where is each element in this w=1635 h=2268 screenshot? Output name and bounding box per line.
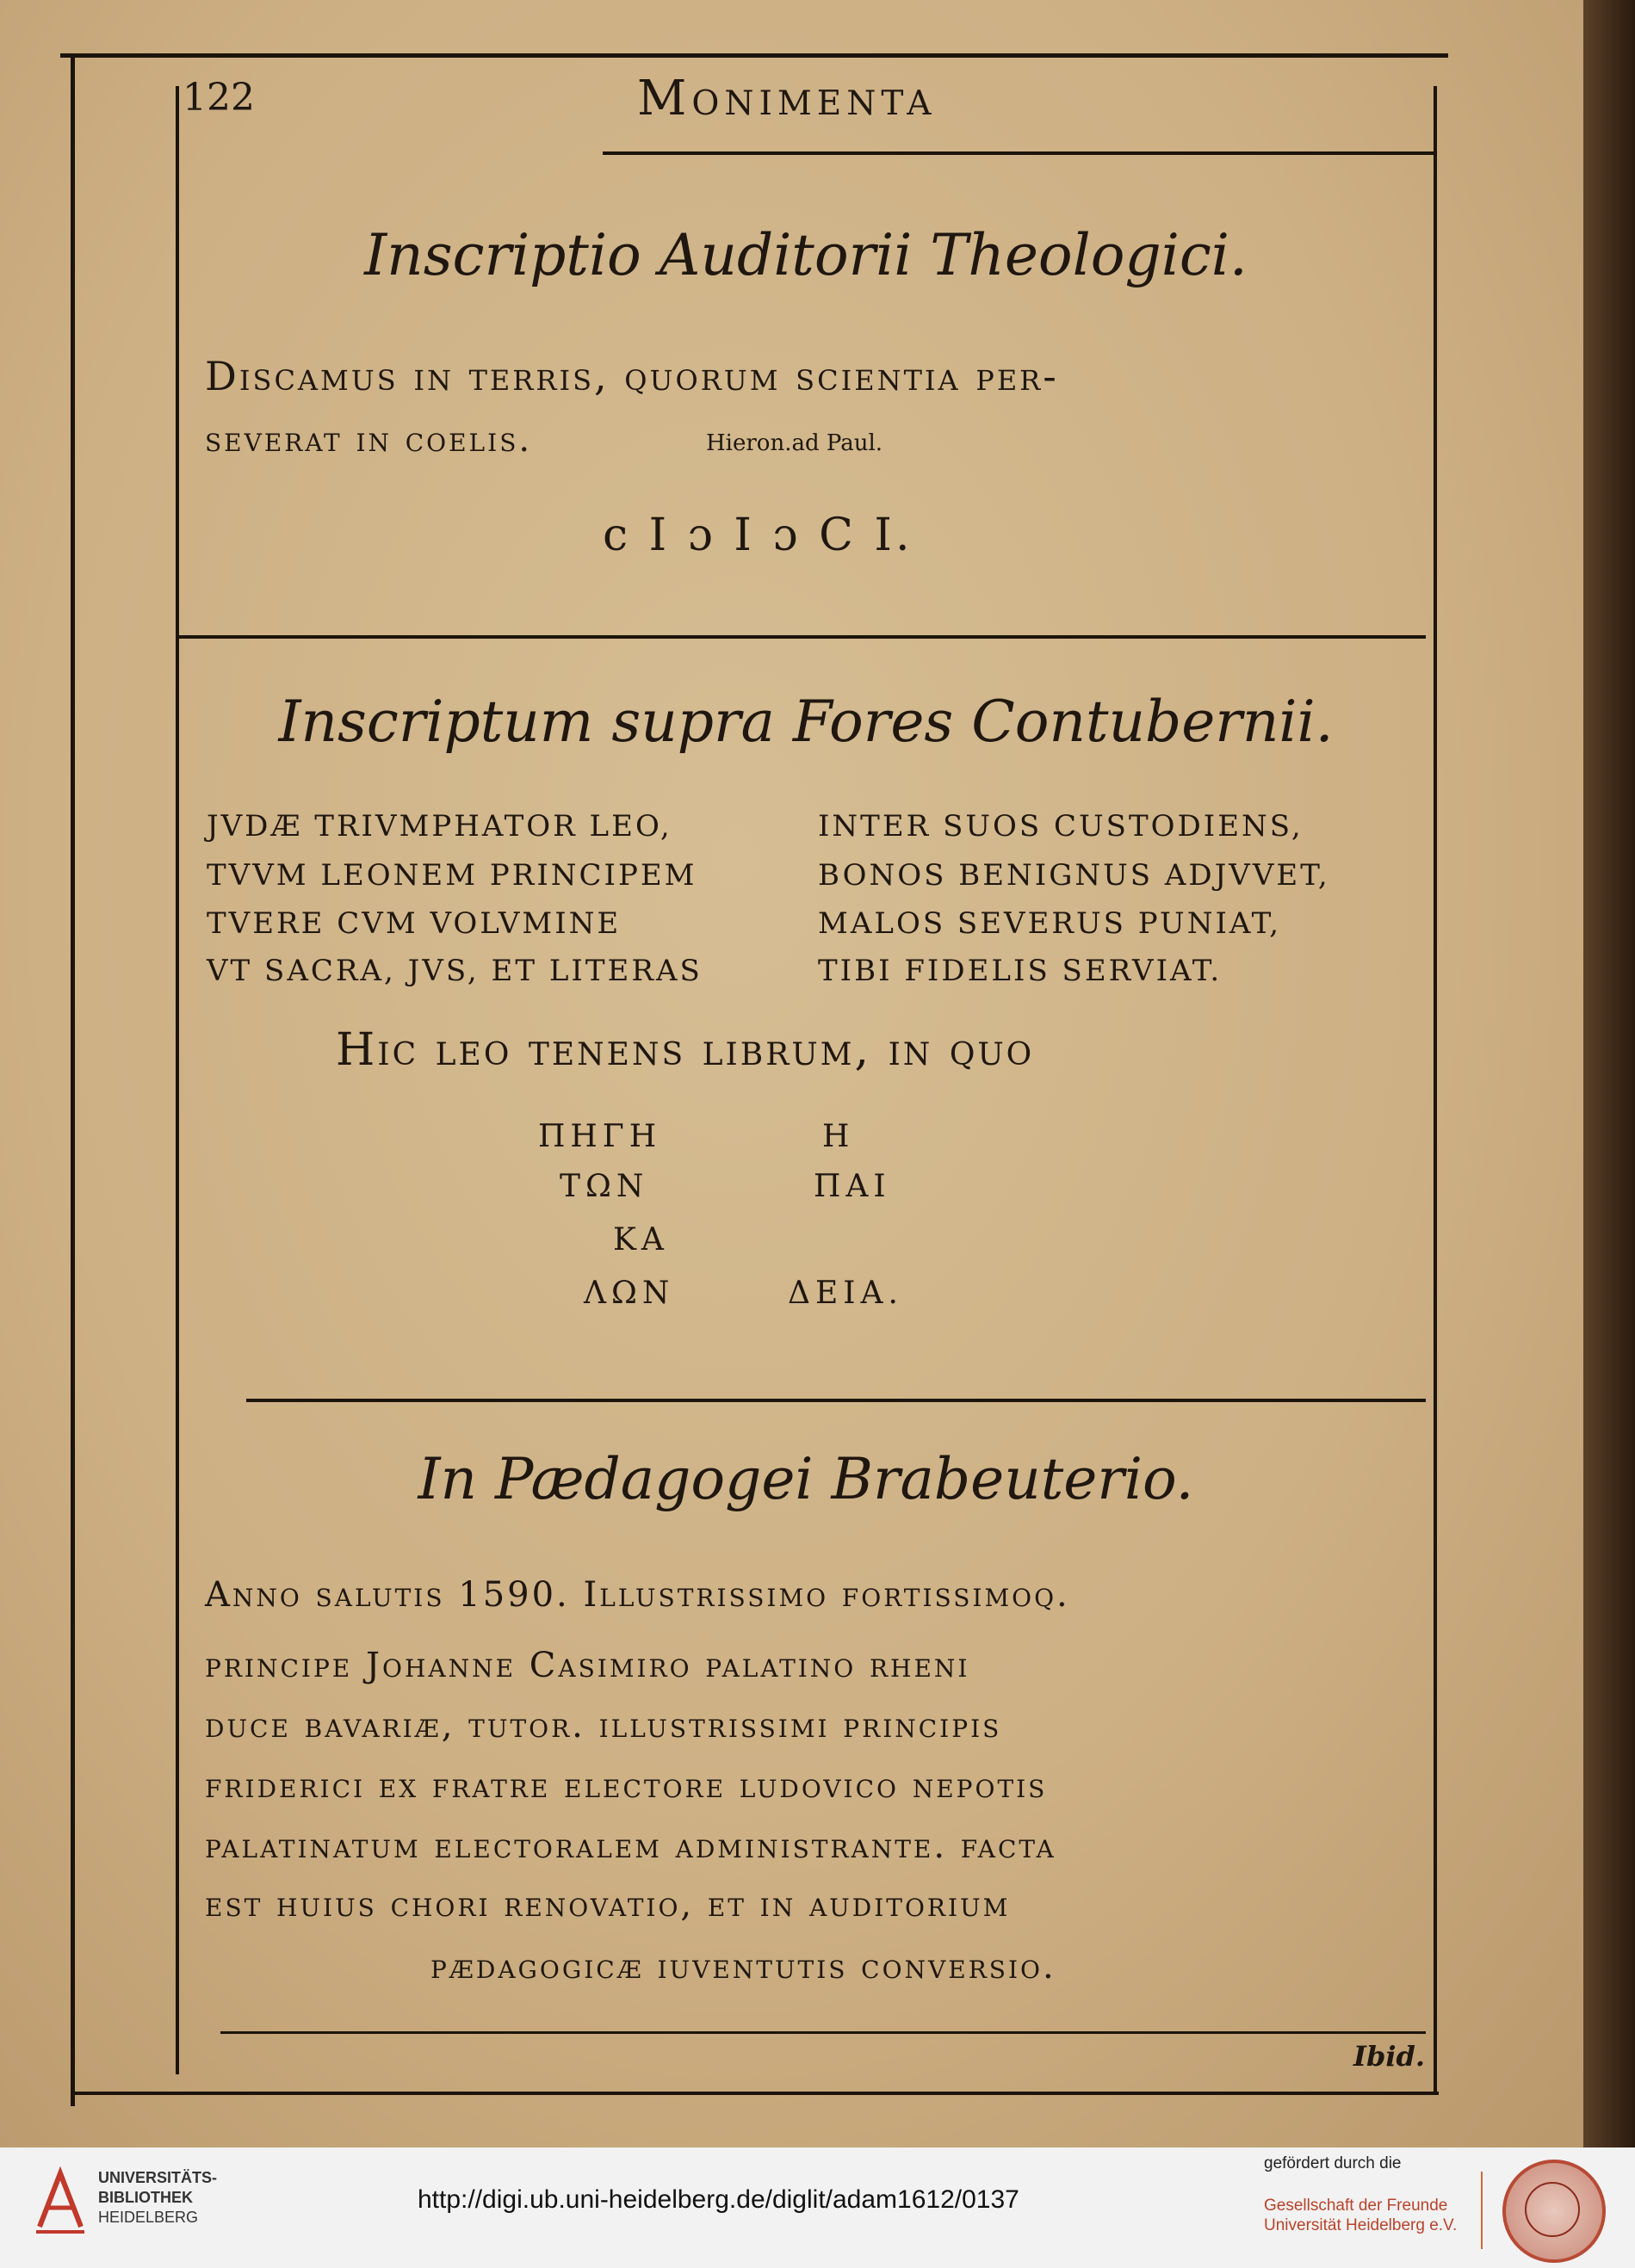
book-line: Hic leo tenens librum, in quo xyxy=(336,1024,1035,1076)
library-name xyxy=(98,2168,217,2228)
ibid-note: Ibid. xyxy=(1353,2040,1426,2073)
outer-left-border xyxy=(71,53,75,2106)
inner-left-border xyxy=(176,86,179,2074)
book-spine xyxy=(1583,0,1635,2147)
greek-left-1: ΠΗΓΗ xyxy=(538,1119,662,1154)
section1-line2: severat in coelis. xyxy=(205,420,533,460)
university-seal-icon xyxy=(1502,2160,1606,2263)
section3-title: In Pædagogei Brabeuterio. xyxy=(418,1446,1194,1512)
section3-line1: Anno salutis 1590. Illustrissimo fortissimoq. xyxy=(205,1575,1070,1615)
viewer-footer xyxy=(0,2147,1635,2268)
section-divider-1 xyxy=(177,635,1426,639)
right-border xyxy=(1434,86,1437,2092)
footer-divider xyxy=(1481,2172,1483,2249)
section3-line4: friderici ex fratre electore ludovico nepotis xyxy=(205,1766,1048,1806)
inscription-left-3: TVERE CVM VOLVMINE xyxy=(207,906,622,941)
greek-left-4: ΛΩΝ xyxy=(584,1276,675,1311)
running-head: Monimenta xyxy=(637,71,937,127)
section1-line1: Discamus in terris, quorum scientia per- xyxy=(205,353,1059,399)
section1-date: c I ɔ I ɔ C I. xyxy=(603,510,913,561)
top-border-rule xyxy=(60,53,1448,58)
section3-line2: principe Johanne Casimiro palatino rheni xyxy=(205,1646,970,1685)
society-line2: Universität Heidelberg e.V. xyxy=(1264,2216,1458,2234)
inscription-right-2: BONOS BENIGNUS ADJVVET, xyxy=(818,858,1330,893)
inscription-left-4: VT SACRA, JVS, ET LITERAS xyxy=(207,954,703,988)
permalink-url[interactable]: http://digi.ub.uni-heidelberg.de/diglit/adam1612/0137 xyxy=(418,2185,1019,2214)
greek-right-2: ΠΑΙ xyxy=(814,1169,891,1204)
library-logo-icon xyxy=(31,2166,90,2235)
inscription-left-2: TVVM LEONEM PRINCIPEM xyxy=(207,858,697,893)
society-line1: Gesellschaft der Freunde xyxy=(1264,2197,1448,2215)
section1-title: Inscriptio Auditorii Theologici. xyxy=(364,222,1248,288)
section3-line3: duce bavariæ, tutor. illustrissimi principis xyxy=(205,1706,1002,1746)
section-divider-2 xyxy=(246,1399,1426,1402)
greek-left-2: ΤΩΝ xyxy=(560,1169,649,1204)
inscription-right-4: TIBI FIDELIS SERVIAT. xyxy=(818,954,1223,988)
section3-line6: est huius chori renovatio, et in auditorium xyxy=(205,1885,1011,1925)
funded-by-label: gefördert durch die xyxy=(1264,2154,1402,2172)
header-rule xyxy=(603,151,1434,155)
bottom-border-rule xyxy=(74,2092,1439,2095)
inscription-right-1: INTER SUOS CUSTODIENS, xyxy=(818,809,1304,844)
inscription-left-1: JVDÆ TRIVMPHATOR LEO, xyxy=(207,809,672,844)
inscription-right-3: MALOS SEVERUS PUNIAT, xyxy=(818,906,1282,941)
bottom-rule xyxy=(220,2031,1426,2034)
section2-title: Inscriptum supra Fores Contubernii. xyxy=(278,689,1334,755)
library-line3: HEIDELBERG xyxy=(98,2209,199,2226)
section3-line7: pædagogicæ iuventutis conversio. xyxy=(430,1947,1056,1987)
greek-right-1: Η xyxy=(822,1119,855,1154)
society-name xyxy=(1264,2196,1457,2235)
greek-right-4: ΔΕΙΑ. xyxy=(788,1276,903,1311)
library-line2: BIBLIOTHEK xyxy=(98,2189,193,2206)
library-line1: UNIVERSITÄTS- xyxy=(98,2169,218,2186)
section3-line5: palatinatum electoralem administrante. facta xyxy=(205,1826,1056,1866)
section1-citation: Hieron.ad Paul. xyxy=(706,430,883,456)
greek-left-3: ΚΑ xyxy=(613,1222,669,1258)
page-number: 122 xyxy=(183,76,255,120)
